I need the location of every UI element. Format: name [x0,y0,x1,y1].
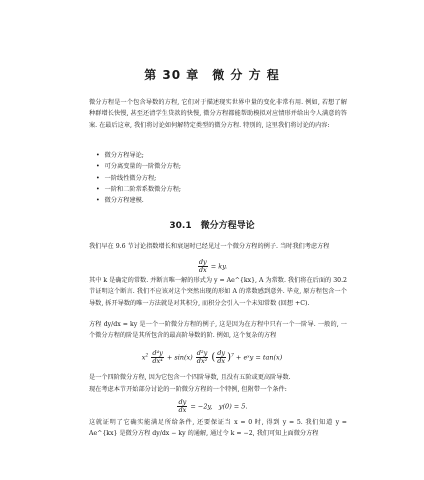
equation-1 [0,259,424,274]
fraction-numerator: dy [217,349,226,357]
equation-rhs: = −2y, y(0) = 5. [188,402,248,411]
fraction-denominator: dx² [196,357,208,365]
fraction-denominator: dx [217,357,226,365]
fraction [151,350,163,365]
section-paragraph-5: 现在考虑本节开始部分讨论的一阶微分方程的一个特例, 但附带一个条件: [89,386,287,393]
section-paragraph-4: 是一个四阶微分方程, 因为它包含一个四阶导数, 且没有五阶或更高阶导数. [89,374,291,381]
equation-term: + eˣy = tan(x) [233,353,283,362]
chapter-title: 第 30 章 微 分 方 程 [144,68,280,82]
fraction-denominator: dx [178,406,187,414]
list-item: • 一阶和二阶常系数微分方程; [96,184,181,195]
section-paragraph-6: 这就证明了它确实能满足所给条件, 还要保证当 x = 0 时, 得到 y = 5. 我们知道 y = Ae^{kx} 是微分方程 dy/dx − ky 的通解, 通过令 k = −2, 我们可知上面微分方程 [89,419,347,438]
section-paragraph-3: 方程 dy/dx = ky 是一个一阶微分方程的例子, 这是因为在方程中只有一个一阶导. 一般的, 一个微分方程的阶是其所包含的最高阶导数的阶. 例如, 这个复杂的方程 [89,321,347,340]
equation-rhs: = ky. [208,262,228,271]
equation-3 [0,399,424,414]
list-item: • 一阶线性微分方程; [96,173,181,184]
intro-paragraph: 微分方程是一个包含导数的方程, 它们对于描述现实世界中量的变化非常有用. 例如, 若想了解种群增长快慢, 甚至还清学生贷款的快慢, 微分方程都能帮助模拟对应情形并给出令人满意的答案. 在最后这章, 我们将讨论如何解特定类型的微分方程. 特别的, 这里我们将讨论的内容: [89,99,347,129]
fraction-numerator: dy [198,258,207,266]
fraction [177,399,187,414]
section-paragraph-2: 其中 k 是确定的常数. 并断言唯一解的形式为 y = Ae^{kx}, A 为常数. 我们将在后面的 30.2 节证明这个断言. 我们不应该对这个突然出现的形如 A 的常数感到意外. 毕竟, 原方程包含一个导数, 拆开导数的唯一方法就是对其积分, 而积分会引入一个未知常数 (回想 +C). [89,277,347,307]
fraction-numerator: d⁴y [152,349,163,357]
equation-term: x [141,353,146,362]
fraction-denominator: dx [198,266,207,274]
list-item: • 微分方程建模. [96,195,181,206]
section-title: 30.1 微分方程导论 [169,221,255,231]
fraction [216,350,226,365]
equation-term: + sin(x) [164,353,193,362]
fraction [196,350,208,365]
equation-2: $x^2$ $\frac{\text{d⁴y}}{\text{dx⁴}}$ + sin(x) $\frac{\text{d²y}}{\text{dx²}}$ ( $\frac{dy}{dx}$ )$^7$ + eˣy = tan(x) [141,349,283,365]
list-item: • 微分方程导论; [96,150,181,161]
list-item: • 可分离变量的一阶微分方程; [96,161,181,172]
fraction-numerator: d²y [196,349,208,357]
fraction-denominator: dx⁴ [152,357,163,365]
fraction [198,259,208,274]
section-paragraph-1: 我们早在 9.6 节讨论指数增长和衰退时已经见过一个微分方程的例子. 当时我们考虑方程 [89,243,330,250]
fraction-numerator: dy [178,398,187,406]
topic-list [96,150,181,206]
